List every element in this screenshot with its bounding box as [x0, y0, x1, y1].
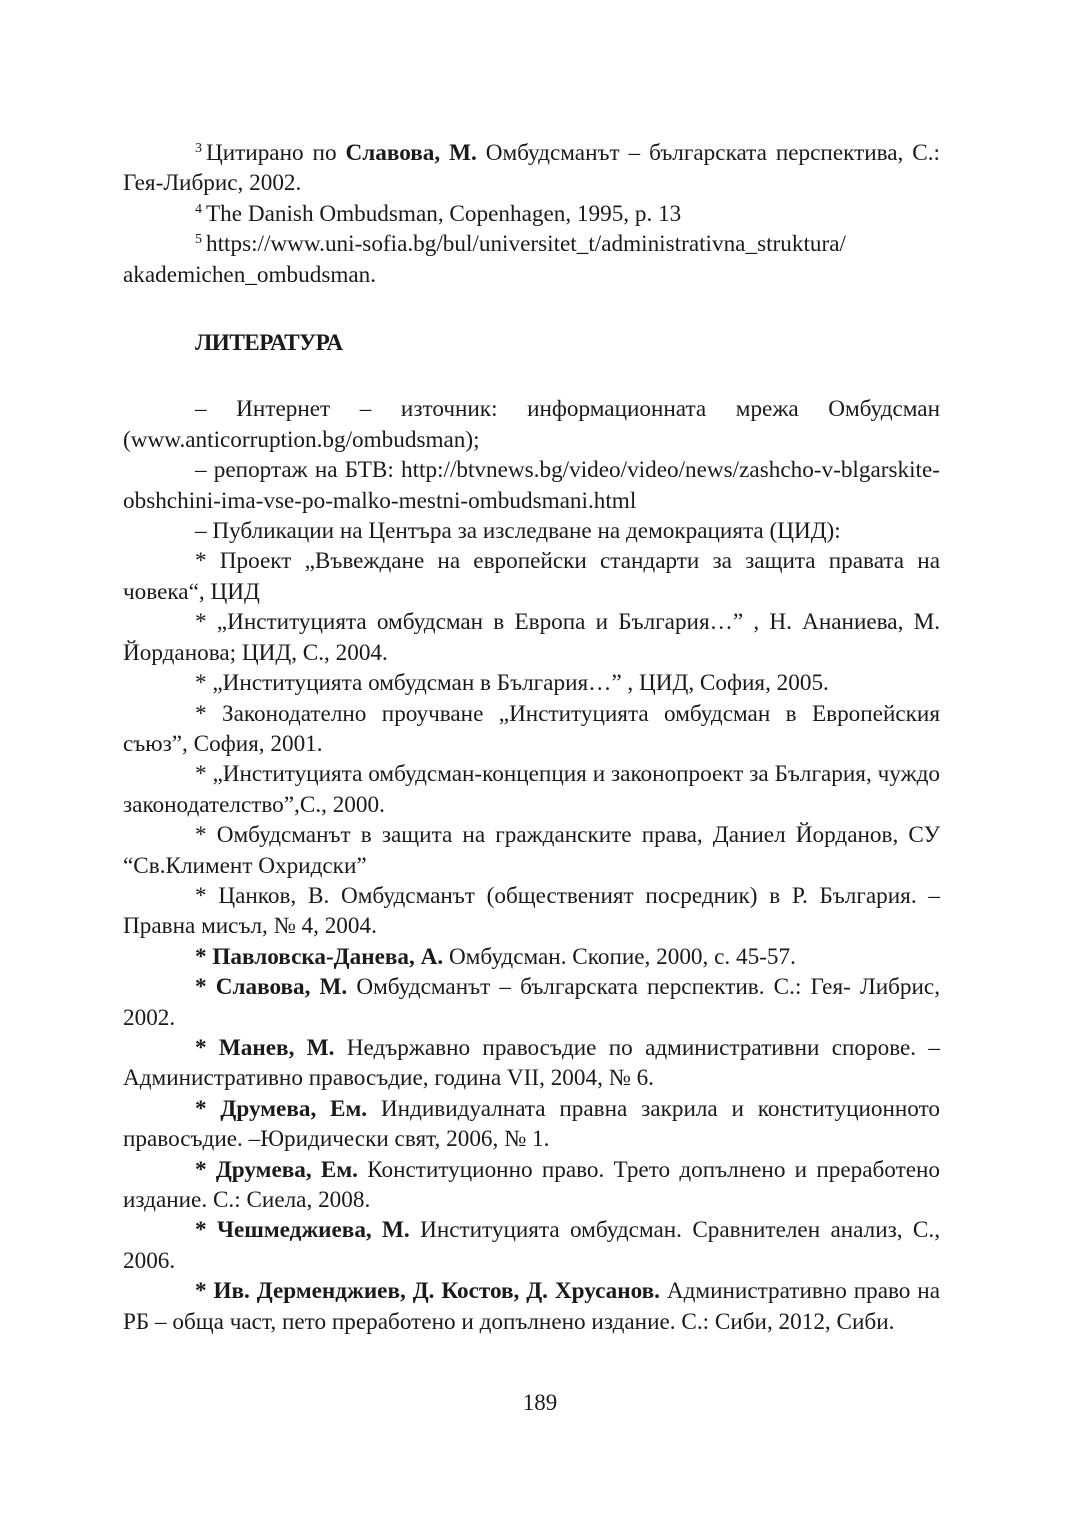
document-page [123, 138, 940, 1337]
reference-bullet: * [195, 1034, 219, 1061]
footnote-text: Омбудсманът – българската перспектива, С.: Гея-Либрис, 2002. [123, 140, 940, 197]
reference-item [123, 942, 940, 972]
reference-text: – Интернет – източник: информационната мрежа Омбудсман (www.anticorruption.bg/ombudsman); [123, 396, 940, 453]
reference-item [123, 1276, 940, 1337]
footnote-5 [123, 229, 940, 290]
footnote-link: https://www.uni-sofia.bg/bul/universitet_t/administrativna_struktura/ akademichen_ombudsman. [123, 231, 846, 288]
footnote-marker: 5 [195, 232, 202, 248]
footnote-4 [123, 199, 940, 229]
reference-text: * „Институцията омбудсман в Европа и България…” , Н. Ананиева, М. Йорданова; ЦИД, С., 2004. [123, 609, 940, 666]
reference-bullet: * [195, 1217, 217, 1244]
reference-text: * Законодателно проучване „Институцията омбудсман в Европейския съюз”, София, 2001. [123, 700, 940, 757]
reference-text: Институцията омбудсман. Сравнителен анализ, С., 2006. [123, 1217, 940, 1274]
reference-item [123, 1094, 940, 1155]
reference-item [123, 668, 940, 698]
reference-bullet: * [195, 974, 216, 1001]
footnote-3 [123, 138, 940, 199]
footnote-text: The Danish Ombudsman, Copenhagen, 1995, p. 13 [206, 200, 682, 227]
reference-text: * Цанков, В. Омбудсманът (общественият посредник) в Р. България. – Правна мисъл, № 4, 2004. [123, 882, 940, 940]
page-number: 189 [522, 1390, 558, 1415]
reference-text: Недържавно правосъдие по административни спорове. – Административно правосъдие, година VII, 2004, № 6. [123, 1034, 941, 1092]
reference-bullet: * [195, 1278, 214, 1305]
reference-author: Манев, М. [218, 1034, 335, 1061]
reference-text: Омбудсманът – българската перспектив. С.: Гея- Либрис, 2002. [123, 974, 940, 1031]
reference-text: – репортаж на БТВ: http://btvnews.bg/video/video/news/zashcho-v-blgarskite-obshchini-ima-vse-po-malko-mestni-ombudsmani.html [123, 457, 940, 514]
reference-author: Славова, М. [215, 974, 348, 1001]
reference-item [123, 1215, 940, 1276]
reference-item [123, 546, 940, 607]
reference-bullet: * [195, 1156, 216, 1183]
reference-item [123, 516, 940, 546]
reference-item [123, 394, 940, 455]
reference-item [123, 1033, 940, 1094]
reference-bullet: * [195, 1095, 221, 1122]
footnote-marker: 3 [195, 141, 202, 156]
reference-bullet: * [195, 943, 213, 970]
reference-item [123, 881, 940, 942]
reference-item [123, 607, 940, 668]
reference-text: * „Институцията омбудсман-концепция и законопроект за България, чуждо законодателство”,С., 2000. [123, 761, 940, 818]
footnotes [123, 138, 940, 290]
reference-item [123, 455, 940, 516]
reference-list [123, 394, 940, 1337]
reference-item [123, 820, 940, 881]
reference-text: – Публикации на Центъра за изследване на демокрацията (ЦИД): [195, 518, 841, 545]
reference-text: * „Институцията омбудсман в България…” , ЦИД, София, 2005. [195, 670, 829, 697]
reference-item [123, 1155, 940, 1216]
reference-text: Конституционно право. Трето допълнено и преработено издание. С.: Сиела, 2008. [123, 1156, 941, 1213]
reference-author: Друмева, Ем. [220, 1095, 368, 1122]
reference-item [123, 699, 940, 760]
reference-author: Друмева, Ем. [215, 1156, 358, 1183]
section-heading: ЛИТЕРАТУРА [195, 330, 343, 357]
reference-text: Индивидуалната правна закрила и конституционното правосъдие. –Юридически свят, 2006, № 1. [123, 1095, 941, 1153]
reference-text: Административно право на РБ – обща част, пето преработено и допълнено издание. С.: Сиби, 2012, Сиби. [123, 1278, 940, 1335]
reference-author: Павловска-Данева, А. [212, 943, 444, 970]
footnote-text: Цитирано по [206, 140, 346, 166]
footnote-marker: 4 [195, 201, 202, 217]
reference-author: Чешмеджиева, М. [216, 1217, 410, 1244]
reference-text: * Проект „Въвеждане на европейски стандарти за защита правата на човека“, ЦИД [123, 548, 940, 605]
reference-item [123, 759, 940, 820]
reference-author: Ив. Дерменджиев, Д. Костов, Д. Хрусанов. [213, 1278, 660, 1305]
reference-text: * Омбудсманът в защита на гражданските права, Даниел Йорданов, СУ “Св.Климент Охридски” [123, 822, 940, 879]
footnote-author: Славова, М. [345, 140, 477, 166]
reference-item [123, 972, 940, 1033]
reference-text: Омбудсман. Скопие, 2000, с. 45-57. [443, 943, 796, 970]
